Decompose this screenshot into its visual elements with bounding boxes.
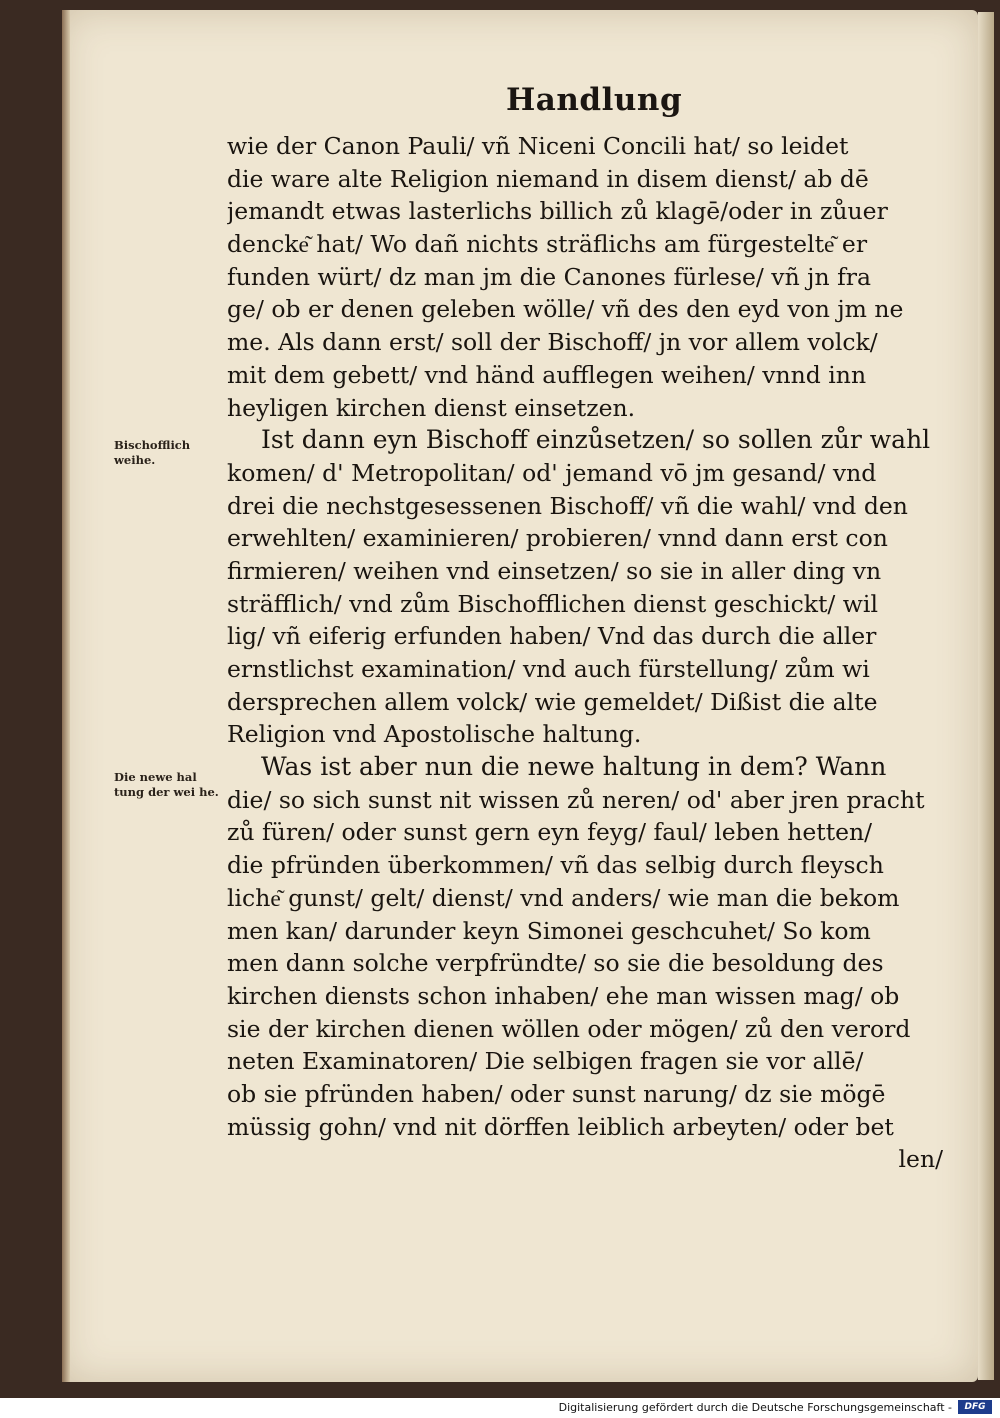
text-line: mit dem gebett/ vnd händ aufflegen weihen/ vnnd inn [227, 360, 867, 389]
running-head: Handlung [506, 82, 683, 118]
text-line: ob sie pfründen haben/ oder sunst narung/ dz sie mögē [227, 1079, 886, 1108]
text-line: die/ so sich sunst nit wissen zů neren/ od' aber jren pracht [227, 785, 925, 814]
dfg-logo: DFG [958, 1400, 992, 1414]
text-line: ernstlichst examination/ vnd auch fürstellung/ zům wi [227, 655, 870, 683]
page-gutter [62, 10, 70, 1382]
text-line: kirchen diensts schon inhaben/ ehe man wissen mag/ ob [227, 981, 900, 1010]
text-line: drei die nechstgesessenen Bischoff/ vñ die wahl/ vnd den [227, 491, 908, 520]
margin-note-newe-haltung: Die newe hal tung der wei he. [114, 770, 219, 799]
text-line: lig/ vñ eiferig erfunden haben/ Vnd das durch die aller [227, 622, 877, 651]
page-right-edge [978, 12, 994, 1380]
text-line: me. Als dann erst/ soll der Bischoff/ jn vor allem volck/ [227, 328, 878, 357]
text-line: Religion vnd Apostolische haltung. [227, 720, 642, 749]
body-text [227, 130, 943, 1176]
text-line: sträfflich/ vnd zům Bischofflichen dienst geschickt/ wil [227, 589, 878, 618]
text-line: die ware alte Religion niemand in disem dienst/ ab dē [227, 164, 869, 193]
text-line: liche͂ gunst/ gelt/ dienst/ vnd anders/ wie man die bekom [227, 883, 900, 912]
text-line: zů füren/ oder sunst gern eyn feyg/ faul/ leben hetten/ [227, 818, 873, 847]
text-line: neten Examinatoren/ Die selbigen fragen sie vor allē/ [227, 1047, 864, 1076]
text-line: ge/ ob er denen geleben wölle/ vñ des den eyd von jm ne [227, 295, 904, 324]
text-line-catchword: len/ [898, 1145, 943, 1174]
text-line: men dann solche verpfründte/ so sie die besoldung des [227, 949, 884, 978]
text-line: wie der Canon Pauli/ vñ Niceni Concili hat/ so leidet [227, 132, 849, 160]
footer-credit: Digitalisierung gefördert durch die Deutsche Forschungsgemeinschaft - [558, 1401, 952, 1414]
text-line: funden würt/ dz man jm die Canones fürlese/ vñ jn fra [227, 262, 872, 291]
text-line: die pfründen überkommen/ vñ das selbig durch fleysch [227, 851, 884, 880]
text-line: müssig gohn/ vnd nit dörffen leiblich arbeyten/ oder bet [227, 1112, 894, 1141]
text-line: Ist dann eyn Bischoff einzůsetzen/ so sollen zůr wahl [261, 425, 931, 455]
text-line: Was ist aber nun die newe haltung in dem? Wann [261, 752, 887, 782]
text-line: men kan/ darunder keyn Simonei geschcuhet/ So kom [227, 916, 871, 945]
text-line: dersprechen allem volck/ wie gemeldet/ Dißist die alte [227, 687, 878, 716]
text-line: heyligen kirchen dienst einsetzen. [227, 393, 636, 422]
text-line: erwehlten/ examinieren/ probieren/ vnnd dann erst con [227, 524, 888, 553]
text-line: firmieren/ weihen vnd einsetzen/ so sie in aller ding vn [227, 556, 882, 585]
text-line: komen/ d' Metropolitan/ od' jemand vō jm gesand/ vnd [227, 458, 877, 487]
text-line: dencke͂ hat/ Wo dañ nichts sträflichs am fürgestelte͂ er [227, 230, 868, 259]
text-line: sie der kirchen dienen wöllen oder mögen/ zů den verord [227, 1014, 911, 1043]
text-line: jemandt etwas lasterlichs billich zů klagē/oder in zůuer [227, 197, 888, 226]
margin-note-bischofflich: Bischofflich weihe. [114, 438, 191, 467]
